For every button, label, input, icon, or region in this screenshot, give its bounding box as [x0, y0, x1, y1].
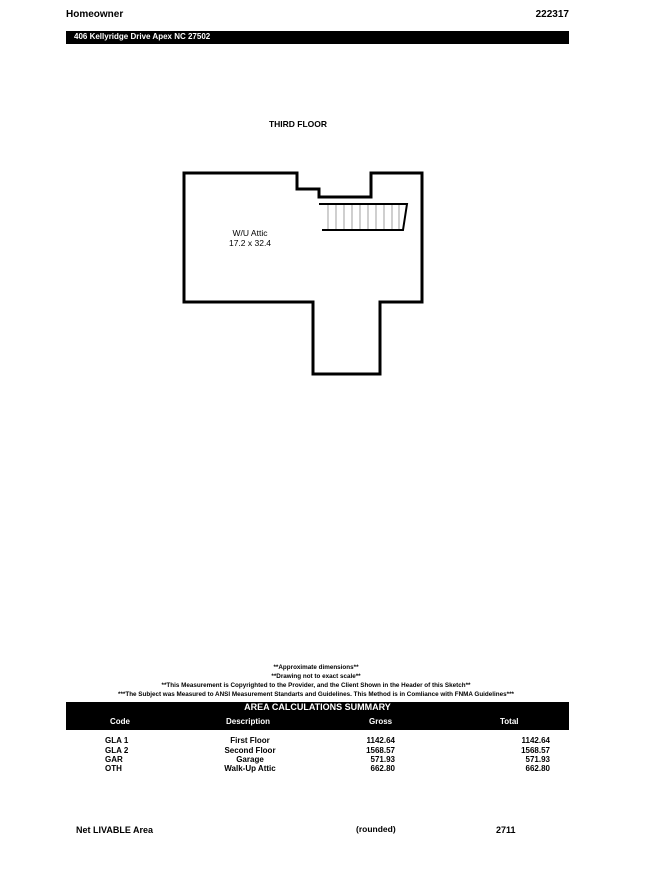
- net-livable-value: 2711: [496, 825, 516, 835]
- net-livable-label: Net LIVABLE Area: [76, 825, 154, 835]
- note-line: **Approximate dimensions**: [273, 664, 359, 671]
- row-code: GLA 1: [105, 736, 129, 745]
- summary-header-bar: [66, 702, 569, 730]
- file-number: 222317: [535, 9, 569, 20]
- rounded-note: (rounded): [356, 824, 396, 834]
- row-description: Garage: [236, 755, 264, 764]
- row-gross: 662.80: [370, 764, 395, 773]
- floor-title: THIRD FLOOR: [268, 119, 328, 129]
- row-code: GLA 2: [105, 746, 129, 755]
- stair-treads: [328, 205, 399, 229]
- address-text: 406 Kellyridge Drive Apex NC 27502: [74, 32, 211, 41]
- table-row: [0, 764, 650, 774]
- room-name: W/U Attic: [232, 228, 268, 238]
- column-header-description: Description: [226, 717, 271, 726]
- column-header-code: Code: [110, 717, 130, 726]
- stairs-outline: [319, 204, 407, 230]
- client-name: Homeowner: [66, 9, 124, 20]
- measurement-notes: [0, 663, 632, 699]
- row-code: OTH: [105, 764, 122, 773]
- row-description: First Floor: [230, 736, 270, 745]
- table-row: [0, 736, 650, 746]
- column-header-total: Total: [500, 717, 519, 726]
- row-gross: 1142.64: [366, 736, 395, 745]
- row-total: 662.80: [525, 764, 550, 773]
- row-code: GAR: [105, 755, 123, 764]
- row-description: Second Floor: [224, 746, 276, 755]
- row-description: Walk-Up Attic: [224, 764, 276, 773]
- row-gross: 571.93: [370, 755, 395, 764]
- row-total: 571.93: [525, 755, 550, 764]
- summary-title: AREA CALCULATIONS SUMMARY: [244, 702, 391, 712]
- note-line: **This Measurement is Copyrighted to the Provider, and the Client Shown in the Header of this Sketch**: [161, 682, 471, 689]
- room-dimensions: 17.2 x 32.4: [228, 238, 272, 248]
- row-total: 1568.57: [521, 746, 550, 755]
- note-line: ***The Subject was Measured to ANSI Measurement Standarts and Guidelines. This Method is in Comliance with FNMA Guidelines***: [118, 691, 514, 698]
- note-line: **Drawing not to exact scale**: [271, 673, 361, 680]
- column-header-gross: Gross: [369, 717, 393, 726]
- row-total: 1142.64: [521, 736, 550, 745]
- row-gross: 1568.57: [366, 746, 395, 755]
